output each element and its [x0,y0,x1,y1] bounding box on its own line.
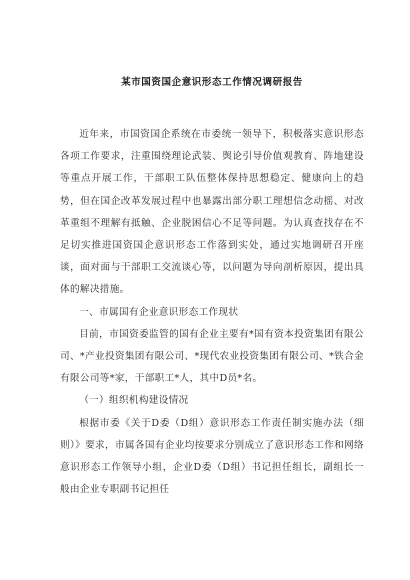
subsection-heading-1: （一）组织机构建设情况 [79,395,189,407]
document-title: 某市国资国企意识形态工作情况调研报告 [121,77,303,88]
intro-paragraph: 近年来，市国资国企系统在市委统一领导下，积极落实意识形态各项工作要求，注重围绕理论武装、舆论引导价值观教育、阵地建设等重点开展工作，干部职工队伍整体保持思想稳定、健康向上的趋势，但在国企改革发展过程中也暴露出部分职工理想信念动摇、对改革重组不理解有抵触、企业脱困信心不足等问题。为认真查找存在不足切实推进国资国企意识形态工作落到实处，通过实地调研召开座谈，面对面与干部职工交流谈心等，以问题为导向剖析原因，提出具体的解决措施。 [60,129,364,296]
subsection-paragraph-1: 根据市委《关于D委（D组）意识形态工作责任制实施办法（细则）》要求，市属各国有企业均按要求分别成立了意识形态工作和网络意识形态工作领导小组，企业D委（D组）书记担任组长，副组长一般由企业专职副书记担任 [60,417,364,496]
section-heading-1: 一、市属国有企业意识形态工作现状 [79,306,239,318]
section-paragraph-1: 目前，市国资委监管的国有企业主要有*国有资本投资集团有限公司、*产业投资集团有限公司、*现代农业投资集团有限公司、*铁合金有限公司等*家，干部职工*人，其中D员*名。 [60,328,364,385]
